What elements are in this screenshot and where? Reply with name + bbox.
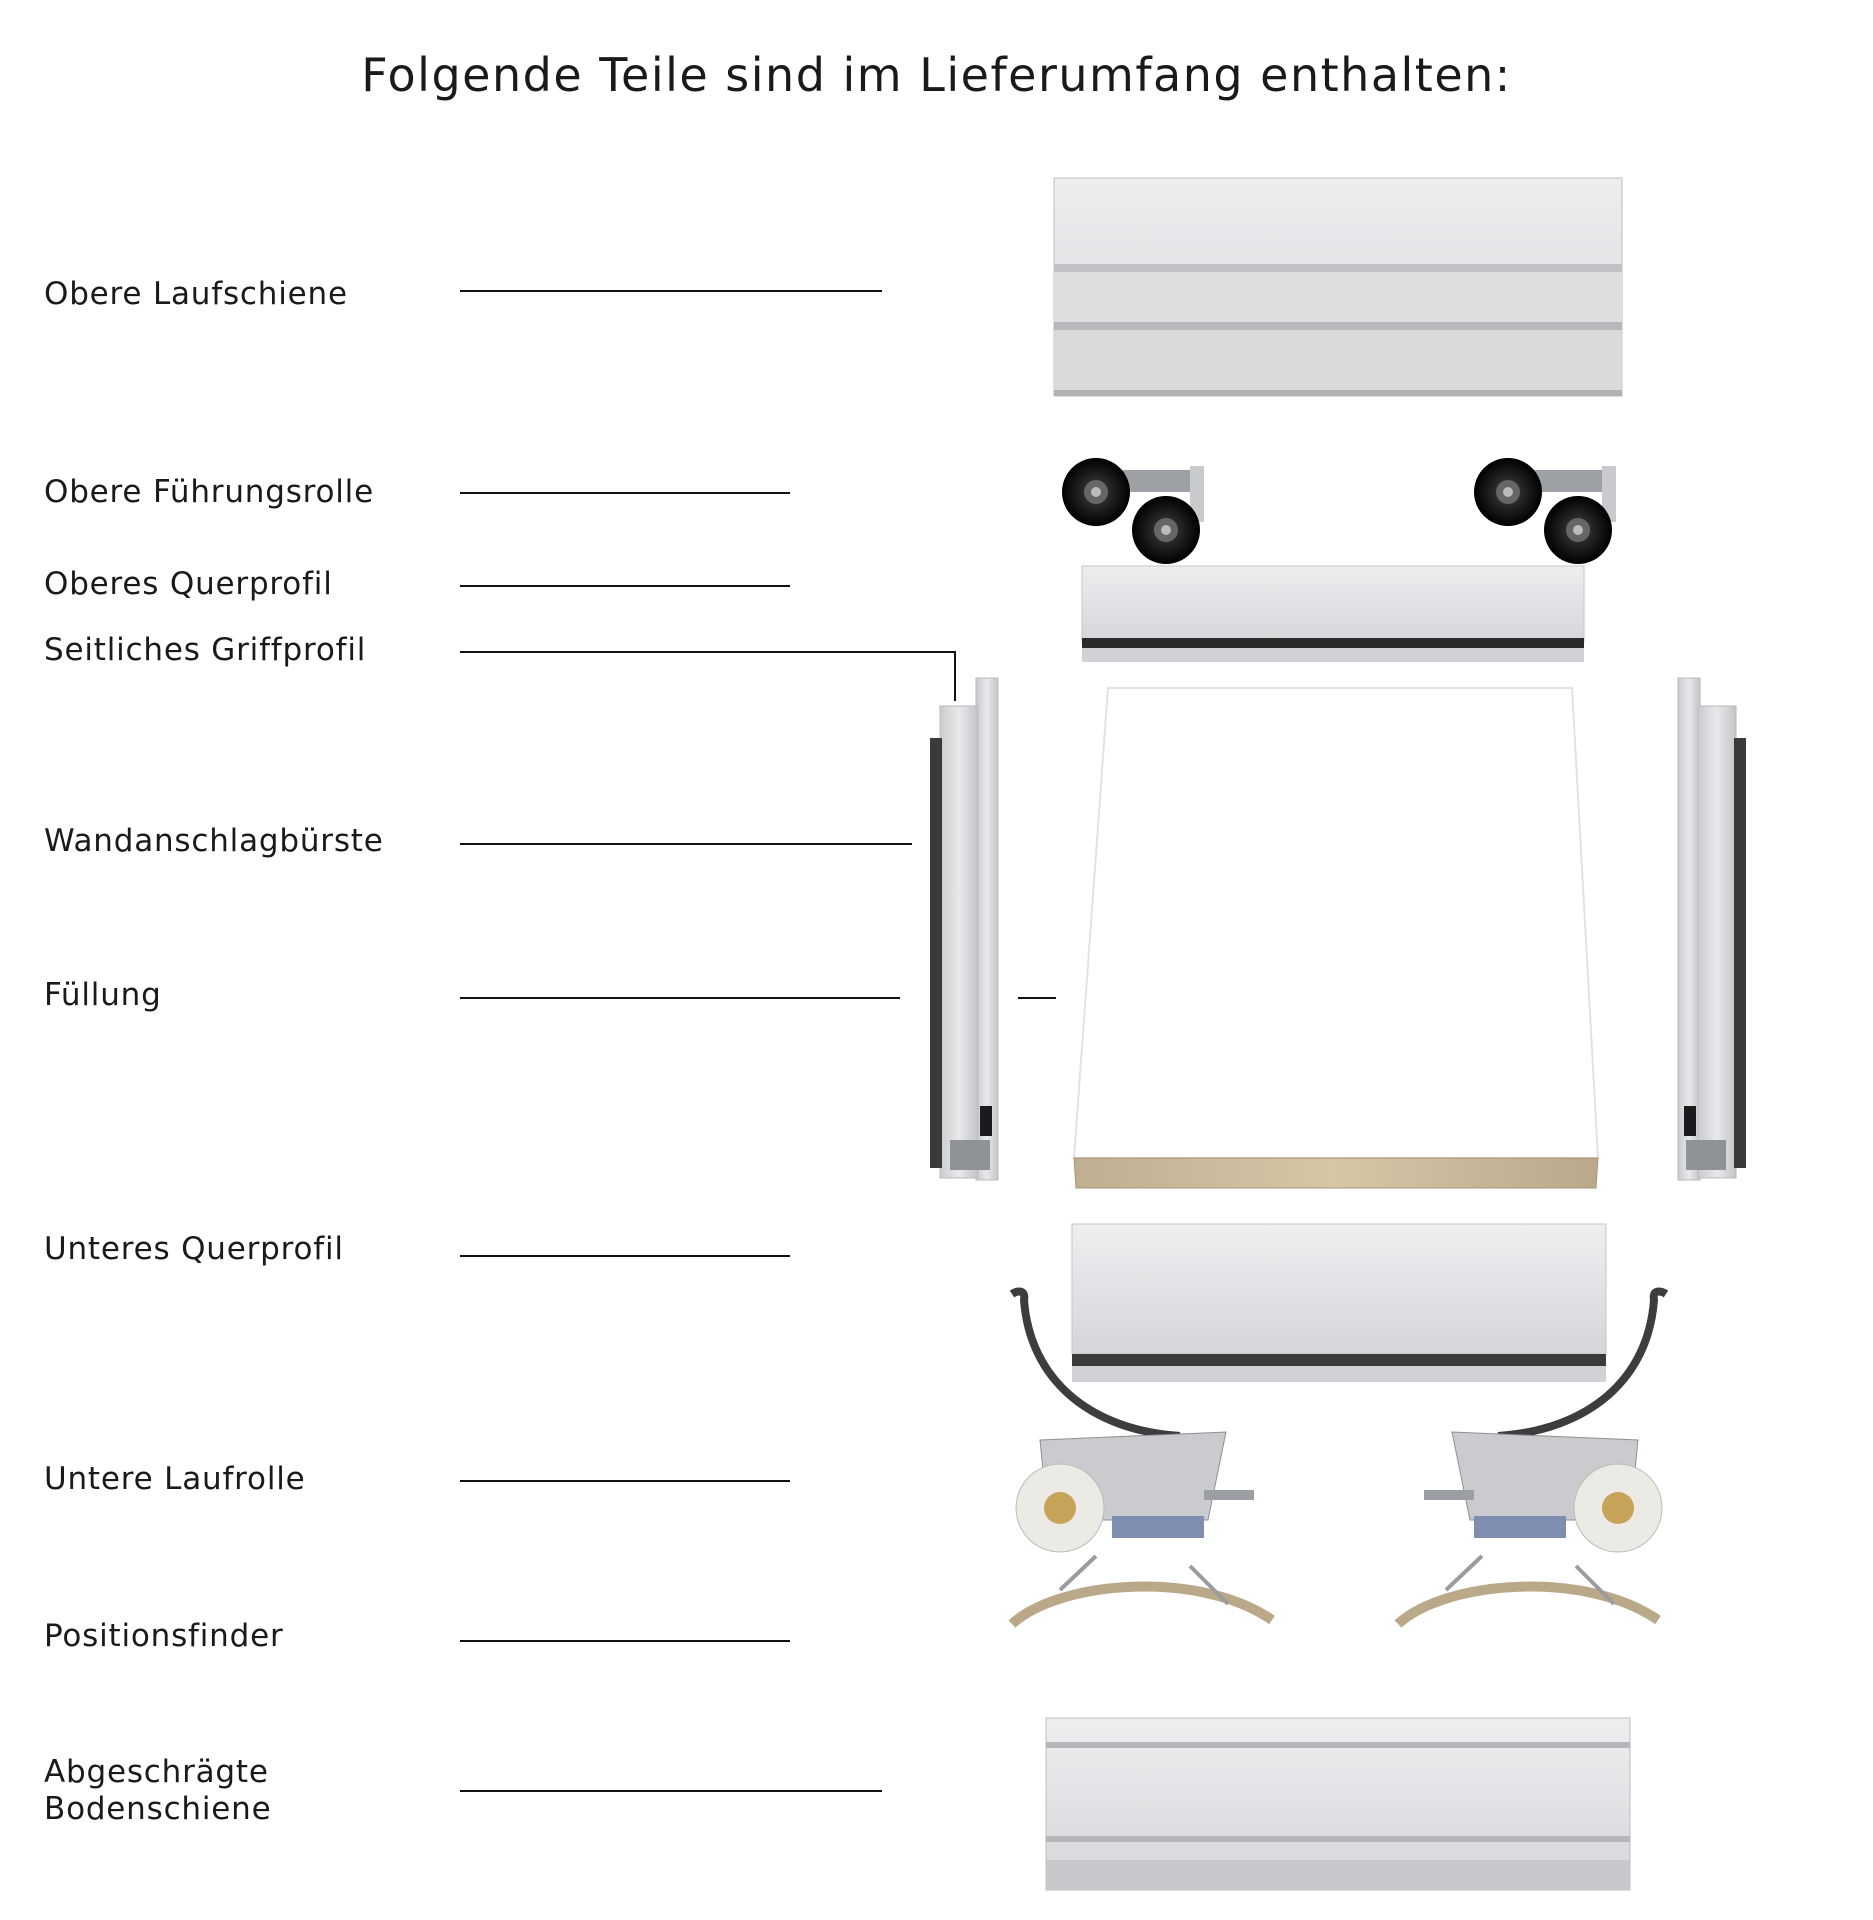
side-handle-profile-left-image [930,678,998,1180]
label-obere-laufschiene: Obere Laufschiene [44,276,348,312]
top-track-rail-image [1054,178,1622,396]
bottom-cross-profile-image [1072,1224,1606,1382]
label-wandanschlagbuerste: Wandanschlagbürste [44,823,384,859]
label-fuellung: Füllung [44,977,162,1013]
position-finder-left-image [1012,1556,1272,1624]
top-cross-profile-image [1082,566,1584,662]
label-oberes-querprofil: Oberes Querprofil [44,566,333,602]
label-obere-fuehrungsrolle: Obere Führungsrolle [44,474,374,510]
label-seitliches-griffprofil: Seitliches Griffprofil [44,632,367,668]
label-bodenschiene: Bodenschiene [44,1791,272,1827]
label-untere-laufrolle: Untere Laufrolle [44,1461,306,1497]
top-guide-roller-left-image [1062,458,1204,564]
side-handle-profile-right-image [1678,678,1746,1180]
top-guide-roller-right-image [1474,458,1616,564]
label-abgeschraegte: Abgeschrägte [44,1754,269,1790]
label-positionsfinder: Positionsfinder [44,1618,284,1654]
panel-filling-image [1074,688,1598,1188]
page-title: Folgende Teile sind im Lieferumfang enthalten: [361,48,1512,102]
bottom-rail-image [1046,1718,1630,1890]
label-unteres-querprofil: Unteres Querprofil [44,1231,344,1267]
position-finder-right-image [1398,1556,1658,1624]
